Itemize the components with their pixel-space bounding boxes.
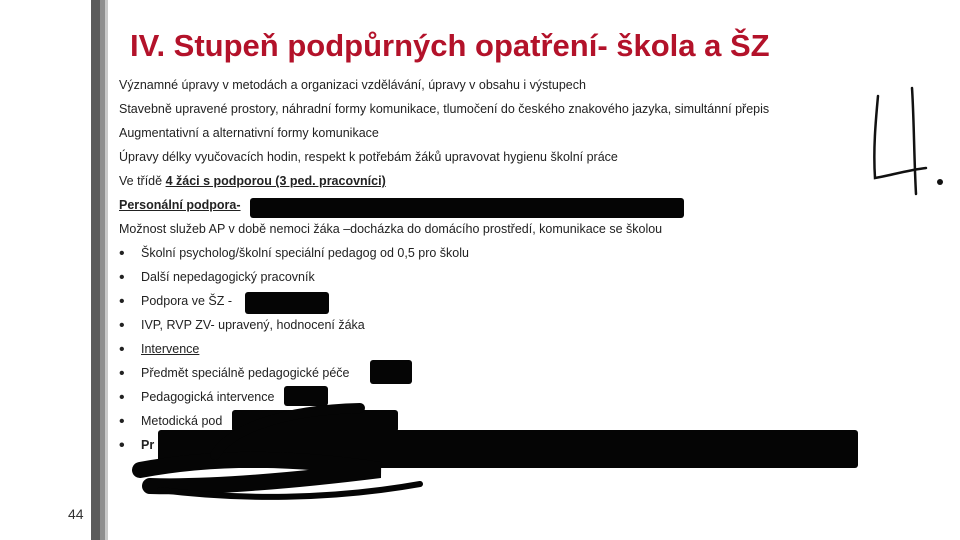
bullet-icon: • (119, 292, 125, 310)
list-item-label: IVP, RVP ZV- upravený, hodnocení žáka (141, 318, 365, 332)
list-item (119, 366, 349, 380)
page-number: 44 (68, 506, 84, 522)
partial-text-last-line: y (160, 480, 167, 494)
list-item (119, 246, 469, 260)
redaction-block (284, 386, 328, 406)
list-item-label: Předmět speciálně pedagogické péče (141, 366, 350, 380)
text-line-5 (119, 174, 386, 188)
list-item (119, 294, 232, 308)
bullet-icon: • (119, 412, 125, 430)
list-item (119, 390, 274, 404)
redaction-block (370, 360, 412, 384)
bullet-icon: • (119, 316, 125, 334)
left-accent-bar-dark (91, 0, 100, 540)
list-item-label: Další nepedagogický pracovník (141, 270, 315, 284)
text-line-7: Možnost služeb AP v době nemoci žáka –docházka do domácího prostředí, komunikace se školou (119, 222, 663, 236)
redaction-block (232, 410, 398, 432)
text-line-5-prefix: Ve třídě (119, 174, 166, 188)
list-item-label: Školní psycholog/školní speciální pedagog od 0,5 pro školu (141, 246, 469, 260)
bullet-icon: • (119, 340, 125, 358)
text-line-5-underlined: 4 žáci s podporou (3 ped. pracovníci) (165, 174, 386, 188)
list-item-label: Podpora ve ŠZ - (141, 294, 233, 308)
handwritten-number-four (868, 78, 950, 198)
list-item-label: Pr (141, 438, 155, 452)
list-item-label: Pedagogická intervence (141, 390, 275, 404)
list-item (119, 270, 315, 284)
list-item (119, 342, 199, 356)
list-item (119, 414, 222, 428)
text-line-2: Stavebně upravené prostory, náhradní formy komunikace, tlumočení do českého znakového jazyka, simultánní přepis (119, 102, 770, 116)
bullet-icon: • (119, 268, 125, 286)
redaction-block (250, 198, 684, 218)
bullet-icon: • (119, 436, 125, 454)
redaction-block (158, 430, 858, 468)
text-line-1: Významné úpravy v metodách a organizaci vzdělávání, úpravy v obsahu i výstupech (119, 78, 586, 92)
bullet-icon: • (119, 364, 125, 382)
text-line-6: Personální podpora- (119, 198, 241, 212)
left-accent-bar-light (105, 0, 108, 540)
list-item (119, 438, 154, 452)
list-item-label: Metodická pod (141, 414, 223, 428)
text-line-4: Úpravy délky vyučovacích hodin, respekt k potřebám žáků upravovat hygienu školní práce (119, 150, 618, 164)
list-item-label: Intervence (141, 342, 200, 356)
bullet-icon: • (119, 388, 125, 406)
list-item (119, 318, 365, 332)
redaction-block (245, 292, 329, 314)
text-line-3: Augmentativní a alternativní formy komunikace (119, 126, 379, 140)
slide-title: IV. Stupeň podpůrných opatření- škola a ŠZ (130, 28, 770, 63)
bullet-icon: • (119, 244, 125, 262)
